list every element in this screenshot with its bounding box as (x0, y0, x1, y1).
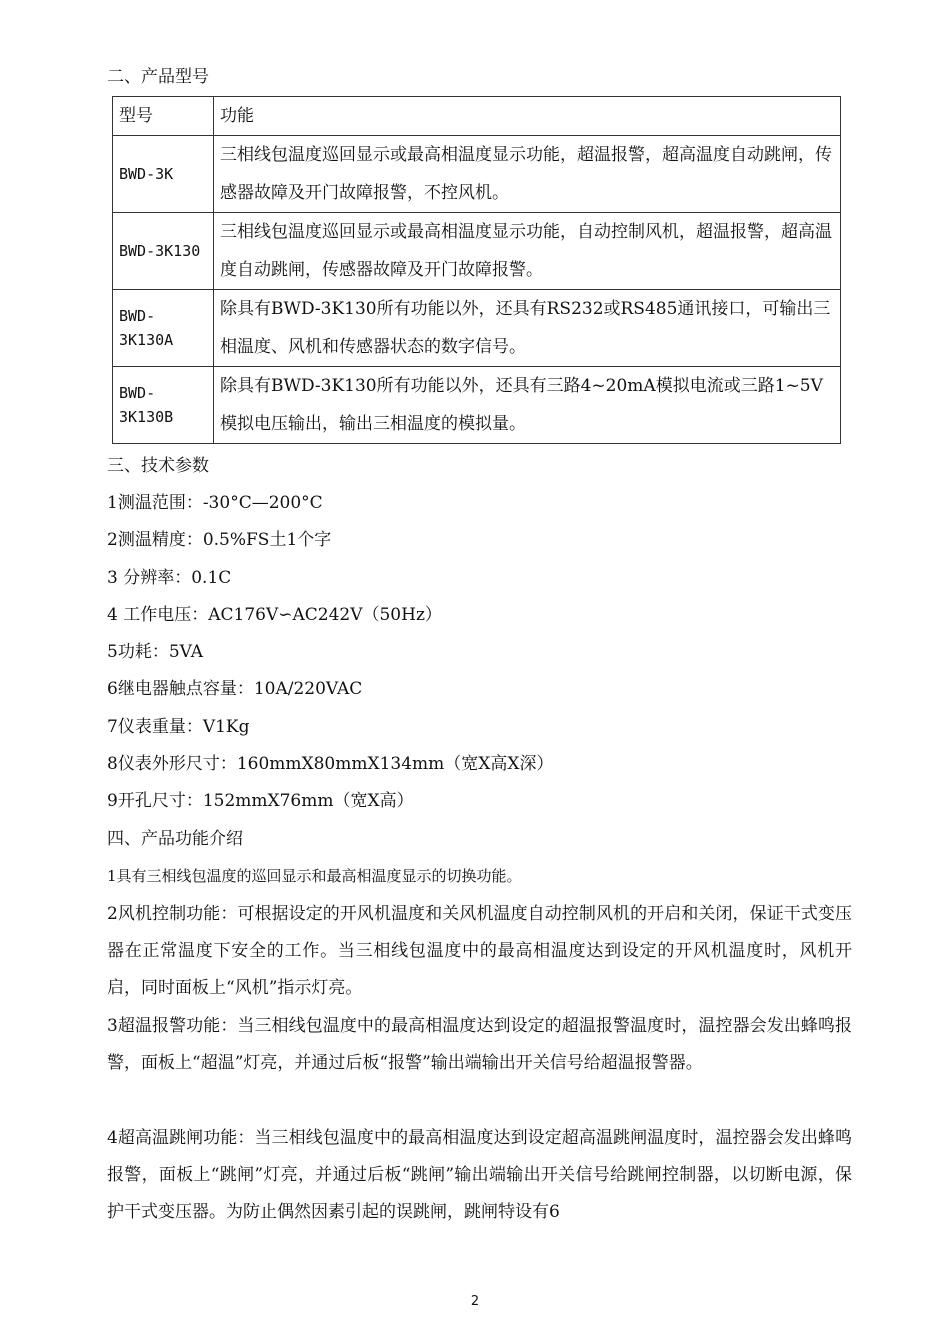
header-model: 型号 (113, 97, 214, 136)
feature-paragraph: 1具有三相线包温度的巡回显示和最高相温度显示的切换功能。 (107, 867, 522, 885)
tech-param: 5功耗：5VA (107, 642, 204, 662)
table-row (113, 136, 841, 213)
model-cell: BWD-3K130B (113, 367, 214, 444)
tech-param: 4 工作电压：AC176V∽AC242V（50Hz） (107, 605, 442, 625)
table-row (113, 213, 841, 290)
tech-param: 7仪表重量：V1Kg (107, 717, 250, 737)
model-cell: BWD-3K (113, 136, 214, 213)
table-row (113, 290, 841, 367)
tech-param: 3 分辨率：0.1C (107, 568, 232, 588)
tech-param: 2测温精度：0.5%FS土1个字 (107, 530, 332, 550)
models-table (112, 96, 841, 444)
section-heading-features: 四、产品功能介绍 (107, 829, 243, 849)
page-number: 2 (470, 1294, 480, 1309)
function-cell: 三相线包温度巡回显示或最高相温度显示功能，超温报警，超高温度自动跳闸，传感器故障及开门故障报警，不控风机。 (214, 136, 841, 213)
tech-param: 8仪表外形尺寸：160mmX80mmX134mm（宽X高X深） (107, 754, 554, 774)
tech-param: 9开孔尺寸：152mmX76mm（宽X高） (107, 791, 414, 811)
model-cell: BWD-3K130 (113, 213, 214, 290)
feature-paragraph: 3超温报警功能：当三相线包温度中的最高相温度达到设定的超温报警温度时，温控器会发出蜂鸣报警，面板上“超温”灯亮，并通过后板“报警”输出端输出开关信号给超温报警器。 (107, 1016, 852, 1073)
function-cell: 除具有BWD-3K130所有功能以外，还具有RS232或RS485通讯接口，可输出三相温度、风机和传感器状态的数字信号。 (214, 290, 841, 367)
table-row (113, 367, 841, 444)
function-cell: 三相线包温度巡回显示或最高相温度显示功能，自动控制风机，超温报警，超高温度自动跳闸，传感器故障及开门故障报警。 (214, 213, 841, 290)
section-heading-tech: 三、技术参数 (107, 456, 209, 476)
feature-paragraph: 4超高温跳闸功能：当三相线包温度中的最高相温度达到设定超高温跳闸温度时，温控器会发出蜂鸣报警，面板上“跳闸”灯亮，并通过后板“跳闸”输出端输出开关信号给跳闸控制器，以切断电源，保护干式变压器。为防止偶然因素引起的误跳闸，跳闸特设有6 (107, 1128, 852, 1222)
feature-paragraph: 2风机控制功能：可根据设定的开风机温度和关风机温度自动控制风机的开启和关闭，保证干式变压器在正常温度下安全的工作。当三相线包温度中的最高相温度达到设定的开风机温度时，风机开启，同时面板上“风机”指示灯亮。 (107, 904, 852, 998)
table-header-row (113, 97, 841, 136)
model-cell: BWD-3K130A (113, 290, 214, 367)
header-function: 功能 (214, 97, 841, 136)
tech-param: 1测温范围：-30°C—200°C (107, 493, 323, 513)
section-heading-models: 二、产品型号 (107, 67, 209, 87)
function-cell: 除具有BWD-3K130所有功能以外，还具有三路4~20mA模拟电流或三路1~5V模拟电压输出，输出三相温度的模拟量。 (214, 367, 841, 444)
tech-param: 6继电器触点容量：10A/220VAC (107, 679, 363, 699)
